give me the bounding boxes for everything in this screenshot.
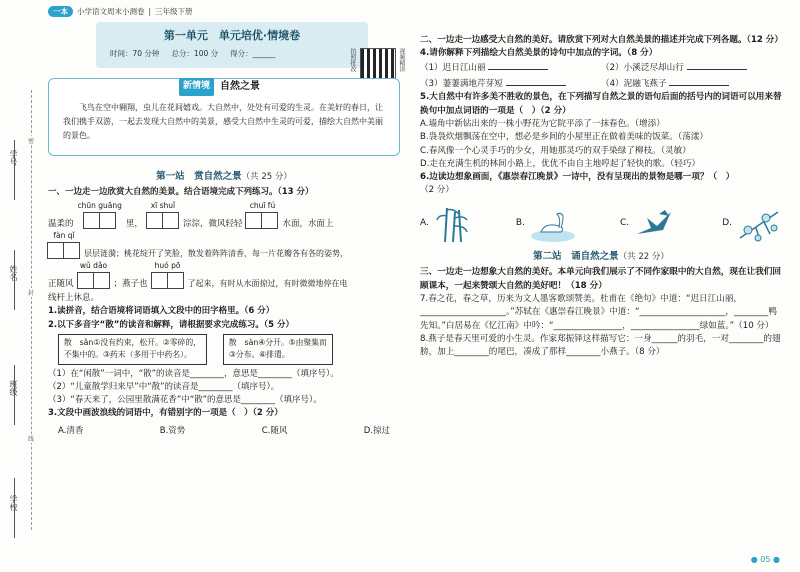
sub-question-2: 2.以下多音字“散”的读音和解释，请根据要求完成练习。（5 分） [48, 319, 294, 330]
peach-blossom-icon [736, 204, 782, 244]
answer-cell[interactable] [151, 272, 168, 289]
qr-caption-left: 拍照批改 [349, 48, 356, 72]
question-2-stem: 二、一边走一边感受大自然的美好。请欣赏下列对大自然美景的描述并完成下列各题。（12 分） [420, 35, 783, 45]
answer-cell[interactable] [99, 212, 116, 229]
answer-blank[interactable] [488, 61, 548, 70]
context-title: 自然之景 [220, 81, 261, 93]
exam-score: 得分：______ [230, 49, 276, 58]
context-text: 飞鸟在空中翱翔，虫儿在花间嬉戏。大自然中，处处有可爱的生灵。在美好的春日，让我们携手双游，一起去发现大自然中的美景，感受大自然中生灵的可爱，描绘大自然中美丽的景色。 [63, 103, 383, 140]
answer-cell[interactable] [167, 272, 184, 289]
right-column: 二、一边走一边感受大自然的美好。请欣赏下列对大自然美景的描述并完成下列各题。（12 分） 4.请你解释下列描绘大自然美景的诗句中加点的字词。（8 分） （1）迟日江山丽 （2）小溪泛尽却山行 （3）萋萋满地芹芽短 （4）泥融飞燕子 5.大自然中有许多美不胜收的景色，在下列描写自然之景的语句后面的括号内的词语可以用来替换句中加点词语的一项是（ ）（2 分） A.墙角中新钻出来的一株小野花为它院平添了一抹春色。（增添） B.袅袅炊烟飘荡在空中，想必是乡间的小屋里正在做着美味的饭菜。（荡漾） C.春风像一个心灵手巧的少女，用她那灵巧的双手染绿了柳枝。（灵敏） D.走在充满生机的林间小路上，优优不由自主地哼起了轻快的歌。（轻巧） 6.边读边想象画面，《惠崇春江晚景》一诗中，没有呈现出的景物是哪一项？（ ） （2 分） A. B. C. D. 第二站 诵自然之景（共 22 分） 三、一边走一边想象大自然的美好。本单元向我们展示了不同作家眼中的大自然，现在让我们回顾课本，一起来赞颂大自然的美好吧！（18 分） 7.春之花，春之草，历来为文人墨客歌颂赞美。杜甫在《绝句》中道：“迟日江山丽，____________________。”苏轼在《惠崇春江晚景》中道：“____________________，________鸭先知。”白居易在《忆江南》中吟：“________________，________________绿如蓝。”（10 分） 8.燕子是春天里可爱的小生灵。作家郑振铎这样描写它：一身______的羽毛，一对________的翅膀，加上________的尾巴，凑成了那样________小燕子。（8 分） [420, 34, 782, 360]
duck-icon [529, 204, 577, 244]
exam-time: 时间：70 分钟 [110, 49, 160, 58]
answer-blank[interactable] [669, 77, 729, 86]
page-header: 一本 小学语文周末小测卷 | 三年级下册 [48, 4, 193, 18]
answer-blank[interactable] [687, 61, 747, 70]
answer-cell[interactable] [77, 272, 94, 289]
sub-question-1: 1.读拼音，结合语境将词语填入文段中的田字格里。（6 分） [48, 306, 275, 317]
q5-option-a[interactable]: A.墙角中新钻出来的一株小野花为它院平添了一抹春色。（增添） [420, 118, 665, 129]
pinyin-row-1: 温柔的 chūn guāng 里， xī shuǐ 淙淙，微风轻轻 chuī fú 水面，水面上 [48, 201, 334, 230]
context-box [48, 78, 400, 156]
question-1-stem: 一、一边走一边欣赏大自然的美景。结合语境完成下列练习。（13 分） [48, 187, 314, 197]
pic-option-d[interactable]: D. [722, 204, 782, 244]
sub-question-2c[interactable]: （3）“春天来了，公园里散满花香”中“散”的意思是________（填序号）。 [48, 394, 322, 405]
q5-option-b[interactable]: B.袅袅炊烟飘荡在空中，想必是乡间的小屋里正在做着美味的饭菜。（荡漾） [420, 132, 708, 143]
bamboo-icon [433, 204, 473, 244]
answer-cell[interactable] [83, 212, 100, 229]
binding-dashed-line [31, 90, 32, 530]
unit-title: 第一单元 单元培优·情境卷 [163, 29, 301, 42]
header-tag: 一本 [48, 6, 73, 17]
q5-option-c[interactable]: C.春风像一个心灵手巧的少女，用她那灵巧的双手染绿了柳枝。（灵敏） [420, 145, 691, 156]
sub-question-3-options [48, 424, 400, 436]
page-number: ● 05 ● [750, 555, 780, 564]
answer-cell[interactable] [47, 242, 64, 259]
question-5: 5.大自然中有许多美不胜收的景色，在下列描写自然之景的语句后面的括号内的词语可以用来替换句中加点词语的一项是（ ）（2 分） [420, 92, 782, 116]
answer-cell[interactable] [162, 212, 179, 229]
definition-box-san3: 散 sǎn①没有约束，松开。②零碎的， 不集中的。③药末（多用于中药名）。 [58, 334, 207, 365]
pinyin-row-3: 正随风 wǔ dǎo ；燕子也 huó pō 了起来，有时从水面掠过，有时微微地停在电 [48, 261, 348, 290]
answer-cell[interactable] [63, 242, 80, 259]
answer-cell[interactable] [93, 272, 110, 289]
definition-box-san4: 散 sàn④分开。⑤由聚集而 ③分布。⑥排遣。 [223, 334, 333, 365]
qr-caption-right: 视频精讲 [398, 48, 405, 72]
answer-cell[interactable] [261, 212, 278, 229]
question-7[interactable]: 7.春之花，春之草，历来为文人墨客歌颂赞美。杜甫在《绝句》中道：“迟日江山丽，____________________。”苏轼在《惠崇春江晚景》中道：“____________________，________鸭先知。”白居易在《忆江南》中吟：“________________，________________绿如蓝。”（10 分） [420, 294, 777, 331]
question-3-stem: 三、一边走一边想象大自然的美好。本单元向我们展示了不同作家眼中的大自然，现在让我们回顾课本，一起来赞颂大自然的美好吧！（18 分） [420, 267, 781, 291]
binding-margin: 密 封 线 [0, 0, 40, 572]
q5-option-d[interactable]: D.走在充满生机的林间小路上，优优不由自主地哼起了轻快的歌。（轻巧） [420, 158, 701, 169]
option-a[interactable]: A.清香 [58, 426, 84, 437]
pic-option-a[interactable]: A. [420, 204, 473, 244]
pinyin-row-2: fàn qǐ 层层涟漪；桃花绽开了笑脸，散发着阵阵清香，每一片花瓣各有各的姿势， [48, 231, 400, 259]
option-b[interactable]: B.资势 [159, 426, 186, 437]
header-grade: 三年级下册 [155, 6, 193, 16]
header-title: 小学语文周末小测卷 [77, 6, 145, 16]
question-8[interactable]: 8.燕子是春天里可爱的小生灵。作家郑振铎这样描写它：一身______的羽毛，一对________的翅膀，加上________的尾巴，凑成了那样________小燕子。（8 分） [420, 334, 781, 358]
answer-cell[interactable] [146, 212, 163, 229]
left-column: 第一单元 单元培优·情境卷 时间：70 分钟 总分：100 分 得分：______ 拍照批改 视频精讲 新情境 自然之景 飞鸟在空中翱翔，虫儿在花间嬉戏。大自然中，处处有可爱的生灵。在美好的春日，让我们携手双游，一起去发现大自然中的美景，感受大自然中生灵的可爱，描绘大自然中美丽的景色。 第一站 赏自然之景（共 25 分） 一、一边走一边欣赏大自然的美景。结合语境完成下列练习。（13 分） 温柔的 chūn guāng 里， xī shuǐ 淙淙，微风轻轻 chuī fú 水面，水面上 fàn qǐ 层层涟漪；桃花绽开了笑脸，散发着阵阵清香，每一片花瓣各有各的姿势， 正随风 wǔ dǎo ；燕子也 huó pō 了起来，有时从水面掠过，有时微微地停在电 线杆上休息。 1.读拼音，结合语境将词语填入文段中的田字格里。（6 分） 2.以下多音字“散”的读音和解释，请根据要求完成练习。（5 分） 散 sǎn①没有约束，松开。②零碎的， 不集中的。③药末（多用于中药名）。 散 sàn④分开。⑤由聚集而 ③分布。⑥排遣。 （1）在“闲散”一词中，“散”的读音是________，意思是________（填序号）。 （2）“儿童散学归来早”中“散”的读音是________（填序号）。 （3）“春天来了，公园里散满花香”中“散”的意思是________（填序号）。 3.文段中画波浪线的词语中，有错别字的一项是（ ）（2 分） A.清香 B.资势 C.随风 D.掠过 [48, 22, 400, 436]
station1-title: 第一站 赏自然之景（共 25 分） [156, 171, 292, 182]
question-6: 6.边读边想象画面，《惠崇春江晚景》一诗中，没有呈现出的景物是哪一项？（ ） [420, 172, 735, 183]
pic-option-c[interactable]: C. [620, 204, 679, 244]
question-4-items: （1）迟日江山丽 （2）小溪泛尽却山行 （3）萋萋满地芹芽短 （4）泥融飞燕子 [420, 61, 782, 92]
swallow-icon [633, 204, 679, 244]
answer-cell[interactable] [245, 212, 262, 229]
exam-total: 总分：100 分 [171, 49, 219, 58]
context-tag: 新情境 [179, 78, 214, 96]
sub-question-2a[interactable]: （1）在“闲散”一词中，“散”的读音是________，意思是________（填序号）。 [48, 368, 339, 379]
sub-question-3: 3.文段中画波浪线的词语中，有错别字的一项是（ ）（2 分） [48, 408, 283, 419]
unit-header [96, 22, 368, 68]
option-d[interactable]: D.掠过 [363, 426, 390, 437]
station2-title: 第二站 诵自然之景（共 22 分） [533, 250, 669, 262]
question-6-pictures [420, 204, 782, 244]
option-c[interactable]: C.随风 [261, 426, 288, 437]
pic-option-b[interactable]: B. [516, 204, 577, 244]
question-4: 4.请你解释下列描绘大自然美景的诗句中加点的字词。（8 分） [420, 48, 658, 59]
sub-question-2b[interactable]: （2）“儿童散学归来早”中“散”的读音是________（填序号）。 [48, 381, 280, 392]
answer-blank[interactable] [506, 77, 566, 86]
